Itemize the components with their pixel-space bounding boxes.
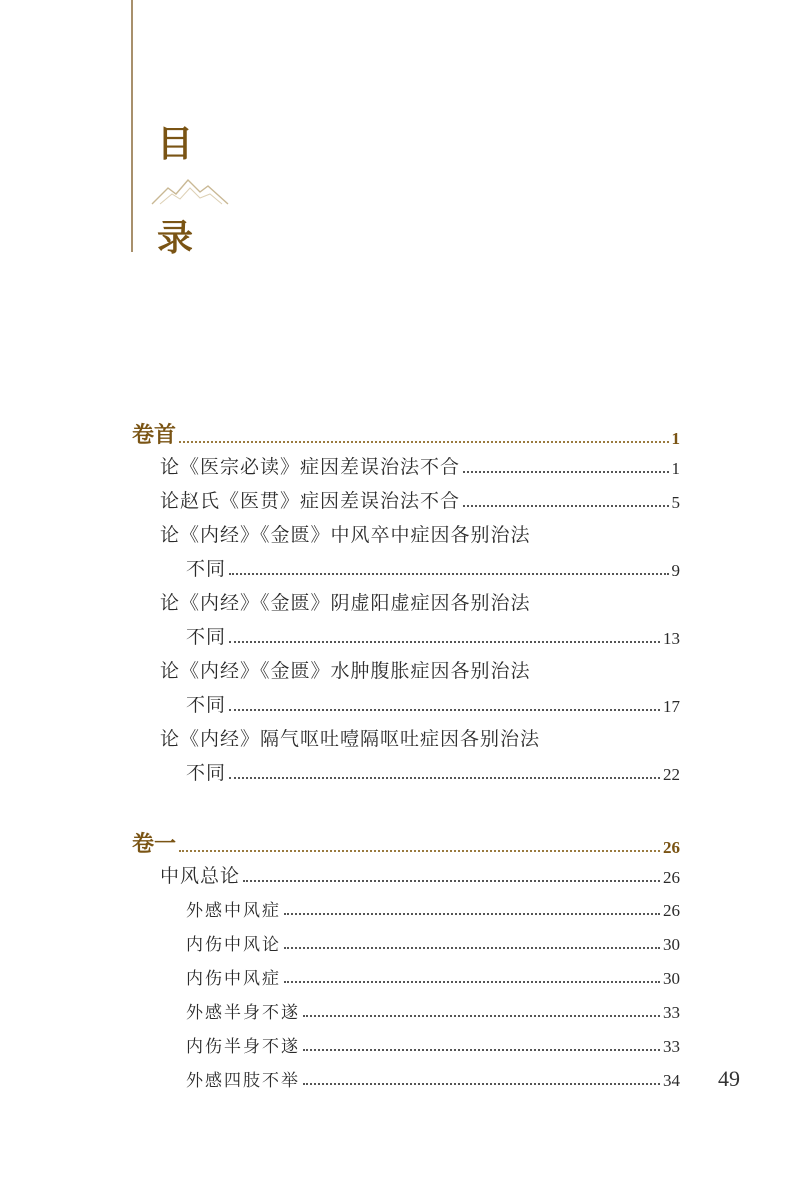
toc-page-number: 13 [663, 629, 680, 648]
toc-page-number: 26 [663, 838, 680, 857]
toc-page-number: 26 [663, 868, 680, 887]
toc-entry[interactable] [160, 861, 680, 888]
toc-page-number: 5 [671, 493, 680, 512]
toc-entry-title: 不同 [186, 558, 227, 580]
toc-page-number: 22 [663, 765, 680, 784]
mountain-ornament-icon [150, 174, 230, 208]
toc-volume-heading[interactable] [132, 418, 680, 449]
toc-entry[interactable] [186, 554, 680, 581]
toc-entry-title: 不同 [186, 694, 227, 716]
toc-subentry[interactable] [186, 896, 680, 921]
dot-leader [229, 708, 660, 711]
dot-leader [303, 1082, 660, 1085]
toc-subentry[interactable] [186, 964, 680, 989]
toc-entry-title: 论《内经》《金匮》水肿腹胀症因各别治法 [160, 660, 531, 682]
toc-subentry[interactable] [186, 930, 680, 955]
toc-entry[interactable] [186, 758, 680, 785]
toc-entry-title: 内伤半身不遂 [186, 1037, 300, 1057]
dot-leader [229, 640, 660, 643]
toc-entry[interactable] [186, 690, 680, 717]
toc-title-char-2: 录 [157, 217, 194, 259]
toc-page-number: 17 [663, 697, 680, 716]
toc-entry-title: 不同 [186, 626, 227, 648]
toc-entry-title: 论《内经》隔气呕吐噎隔呕吐症因各别治法 [160, 728, 541, 750]
dot-leader [284, 980, 660, 983]
toc-entry-line[interactable] [160, 588, 531, 615]
toc-page-number: 33 [663, 1037, 680, 1056]
toc-entry-title: 论《内经》《金匮》中风卒中症因各别治法 [160, 524, 531, 546]
toc-entry-title: 论《医宗必读》症因差误治法不合 [160, 456, 461, 478]
toc-entry[interactable] [160, 452, 680, 479]
toc-entry-title: 卷一 [132, 831, 177, 857]
toc-page-number: 9 [671, 561, 680, 580]
toc-entry-line[interactable] [160, 724, 540, 751]
dot-leader [179, 849, 660, 852]
toc-subentry[interactable] [186, 1032, 680, 1057]
dot-leader [284, 946, 660, 949]
dot-leader [284, 912, 660, 915]
dot-leader [303, 1048, 660, 1051]
toc-entry-line[interactable] [160, 520, 531, 547]
toc-entry-title: 内伤中风论 [186, 935, 281, 955]
vertical-rule [131, 0, 133, 252]
dot-leader [463, 504, 668, 507]
toc-page-number: 1 [671, 429, 680, 448]
toc-entry-title: 外感中风症 [186, 901, 281, 921]
page-number: 49 [718, 1066, 740, 1091]
toc-entry-title: 论赵氏《医贯》症因差误治法不合 [160, 490, 461, 512]
dot-leader [463, 470, 668, 473]
toc-title-char-1: 目 [157, 123, 194, 165]
dot-leader [229, 776, 660, 779]
dot-leader [229, 572, 668, 575]
toc-volume-heading[interactable] [132, 827, 680, 858]
toc-page-number: 34 [663, 1071, 680, 1090]
toc-entry-line[interactable] [160, 656, 531, 683]
toc-entry-title: 卷首 [132, 422, 177, 448]
toc-subentry[interactable] [186, 1066, 680, 1091]
dot-leader [179, 440, 668, 443]
toc-entry-title: 中风总论 [160, 865, 241, 887]
toc-entry[interactable] [160, 486, 680, 513]
toc-entry-title: 论《内经》《金匮》阴虚阳虚症因各别治法 [160, 592, 531, 614]
toc-entry-title: 外感半身不遂 [186, 1003, 300, 1023]
toc-entry-title: 不同 [186, 762, 227, 784]
dot-leader [243, 879, 660, 882]
toc-page-number: 33 [663, 1003, 680, 1022]
dot-leader [303, 1014, 660, 1017]
toc-entry[interactable] [186, 622, 680, 649]
toc-entry-title: 外感四肢不举 [186, 1071, 300, 1091]
toc-page-number: 1 [671, 459, 680, 478]
toc-entry-title: 内伤中风症 [186, 969, 281, 989]
toc-page-number: 30 [663, 969, 680, 988]
toc-page-number: 30 [663, 935, 680, 954]
toc-page-number: 26 [663, 901, 680, 920]
toc-subentry[interactable] [186, 998, 680, 1023]
